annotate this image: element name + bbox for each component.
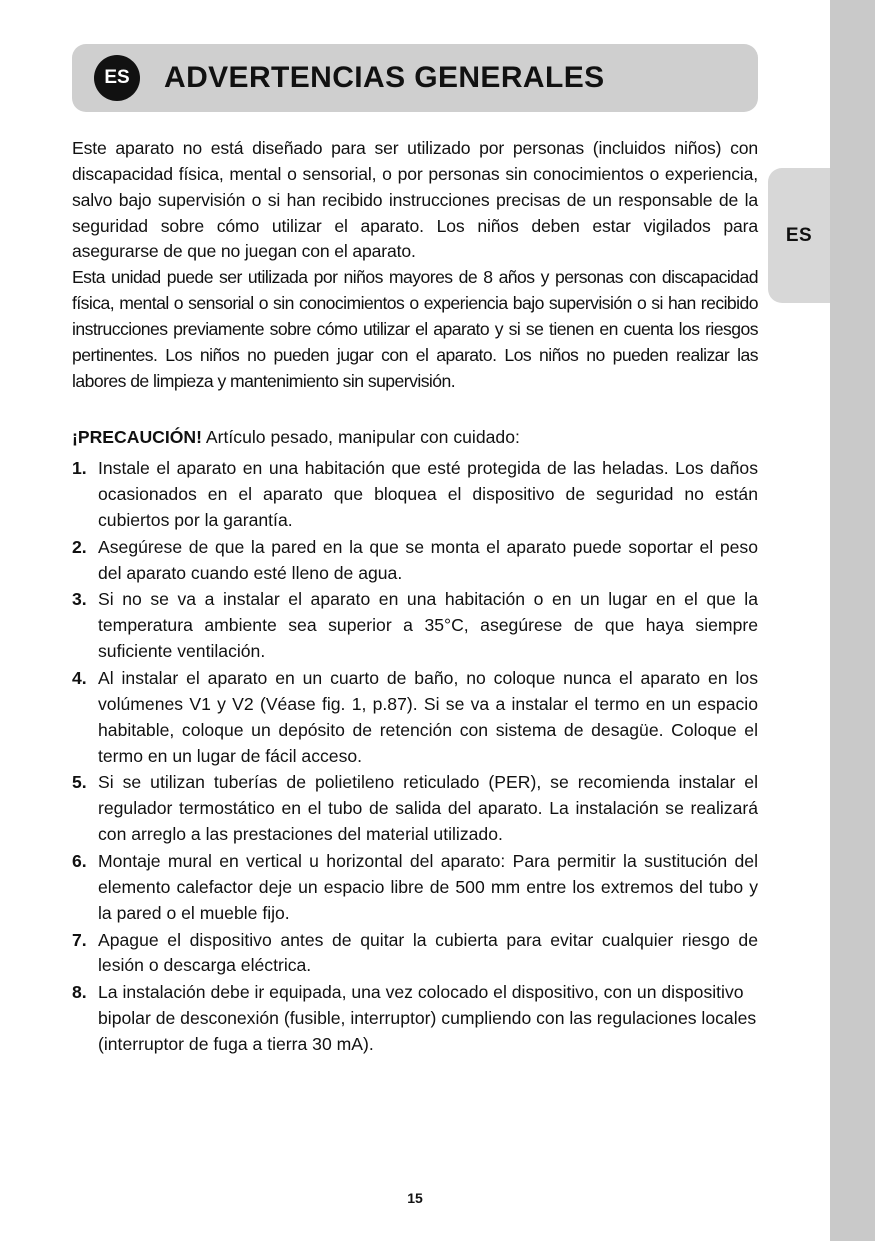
caution-line xyxy=(72,425,758,451)
list-item-text: Al instalar el aparato en un cuarto de baño, no coloque nunca el aparato en los volúmenes V1 y V2 (Véase fig. 1, p.87). Si se va a instalar el termo en un espacio habitable, coloque un depósito de retención con sistema de desagüe. Coloque el termo en un lugar de fácil acceso. xyxy=(98,667,758,766)
list-item xyxy=(72,980,758,1058)
page-number: 15 xyxy=(407,1190,423,1206)
list-item-number: 1. xyxy=(72,458,87,479)
caution-label: ¡PRECAUCIÓN! xyxy=(72,426,202,447)
list-item-number: 2. xyxy=(72,536,87,557)
list-item xyxy=(72,928,758,980)
intro-paragraph-2: Esta unidad puede ser utilizada por niños mayores de 8 años y personas con discapacidad física, mental o sensorial o sin conocimientos o experiencia bajo supervisión o si han recibido instrucciones previamente sobre cómo utilizar el aparato y si se tienen en cuenta los riesgos pertinentes. Los niños no pueden jugar con el aparato. Los niños no pueden realizar las labores de limpieza y mantenimiento sin supervisión. xyxy=(72,267,758,391)
intro-paragraph-1: Este aparato no está diseñado para ser utilizado por personas (incluidos niños) con discapacidad física, mental o sensorial, o por personas sin conocimientos o experiencia, salvo bajo supervisión o si han recibido instrucciones precisas de un responsable de la seguridad sobre cómo utilizar el aparato. Los niños deben estar vigilados para asegurarse de que no juegan con el aparato. xyxy=(72,138,758,262)
section-header xyxy=(72,44,758,112)
list-item-number: 3. xyxy=(72,589,87,610)
list-item xyxy=(72,456,758,534)
intro-block xyxy=(72,136,758,395)
list-item-number: 5. xyxy=(72,772,87,793)
list-item-text: Instale el aparato en una habitación que esté protegida de las heladas. Los daños ocasionados en el aparato que bloquea el dispositivo de seguridad no están cubiertos por la garantía. xyxy=(98,458,758,530)
list-item-text: Montaje mural en vertical u horizontal del aparato: Para permitir la sustitución del elemento calefactor deje un espacio libre de 500 mm entre los extremos del tubo y la pared o el mueble fijo. xyxy=(98,850,758,923)
caution-text: Artículo pesado, manipular con cuidado: xyxy=(202,426,520,447)
warning-list xyxy=(72,456,758,1058)
language-badge: ES xyxy=(94,55,140,101)
page-title: ADVERTENCIAS GENERALES xyxy=(164,61,605,94)
list-item-text: Si no se va a instalar el aparato en una habitación o en un lugar en el que la temperatura ambiente sea superior a 35°C, asegúrese de que haya siempre suficiente ventilación. xyxy=(98,589,758,662)
list-item-number: 4. xyxy=(72,667,87,688)
list-item-number: 8. xyxy=(72,982,87,1003)
page-right-edge xyxy=(830,0,875,1241)
list-item xyxy=(72,770,758,848)
list-item-text: La instalación debe ir equipada, una vez colocado el dispositivo, con un dispositivo bipolar de desconexión (fusible, interruptor) cumpliendo con las regulaciones locales (interruptor de fuga a tierra 30 mA). xyxy=(98,982,757,1054)
list-item xyxy=(72,849,758,927)
list-item-text: Apague el dispositivo antes de quitar la cubierta para evitar cualquier riesgo de lesión o descarga eléctrica. xyxy=(98,929,758,976)
list-item xyxy=(72,666,758,769)
list-item xyxy=(72,587,758,665)
list-item-number: 7. xyxy=(72,929,87,950)
list-item xyxy=(72,535,758,587)
page-content xyxy=(72,0,758,1206)
language-side-tab xyxy=(768,168,830,303)
language-side-tab-label: ES xyxy=(785,224,813,246)
page-left-edge xyxy=(0,0,18,1241)
list-item-text: Asegúrese de que la pared en la que se monta el aparato puede soportar el peso del aparato cuando esté lleno de agua. xyxy=(98,536,758,583)
list-item-number: 6. xyxy=(72,850,87,871)
list-item-text: Si se utilizan tuberías de polietileno reticulado (PER), se recomienda instalar el regulador termostático en el tubo de salida del aparato. La instalación se realizará con arreglo a las prestaciones del material utilizado. xyxy=(98,772,758,845)
